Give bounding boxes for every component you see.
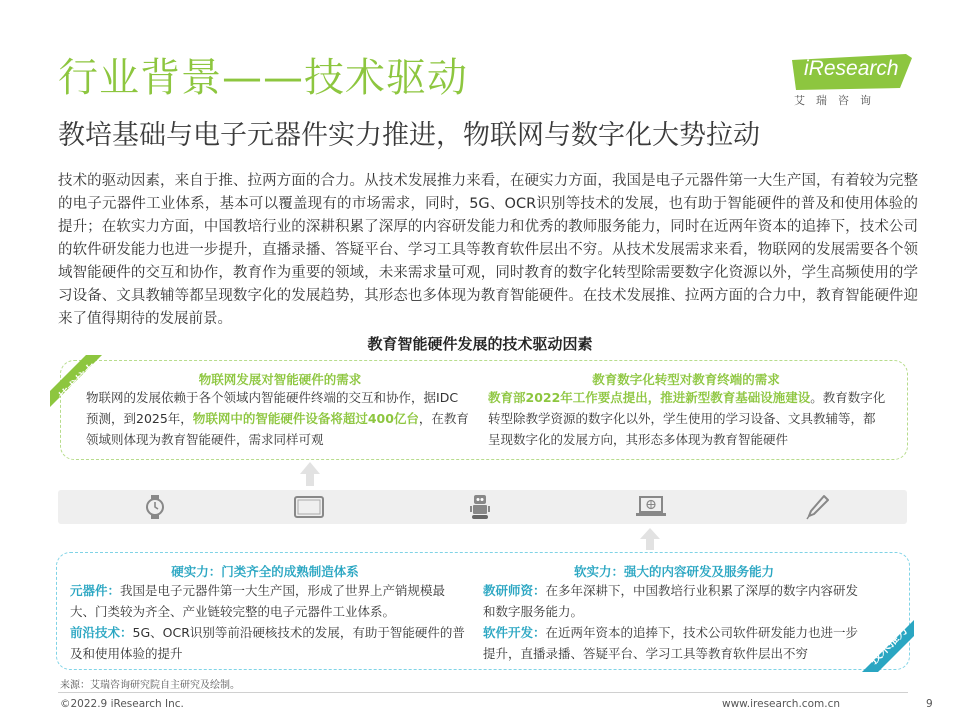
pull-right-highlight: 教育部2022年工作要点提出，推进新型教育基础设施建设 xyxy=(488,390,811,405)
laptop-icon xyxy=(636,496,666,518)
push-left-text xyxy=(70,580,468,664)
push-left-label-1: 元器件： xyxy=(70,583,121,598)
push-left-item-2 xyxy=(70,622,468,664)
page-number: 9 xyxy=(926,698,933,710)
arrow-up-icon xyxy=(298,460,322,488)
pull-left-text-a: 物联网的发展依赖于各个领域内智能硬件终端的交互和协作，据IDC预测，到2025年， xyxy=(86,390,459,426)
pull-right-heading: 教育数字化转型对教育终端的需求 xyxy=(592,372,780,387)
watch-icon xyxy=(144,495,166,519)
footer-divider xyxy=(58,692,908,693)
device-icons-bar xyxy=(58,490,907,524)
push-right-label-2: 软件开发： xyxy=(483,625,546,640)
source-note: 来源：艾瑞咨询研究院自主研究及绘制。 xyxy=(60,680,240,691)
pull-left-text-b: ，在教育领域则体现为教育智能硬件，需求同样可观 xyxy=(86,411,469,447)
website-link[interactable]: www.iresearch.com.cn xyxy=(721,698,840,710)
push-left-text-1: 我国是电子元器件第一大生产国，形成了世界上产销规模最大、门类较为齐全、产业链较完整的电子元器件工业体系。 xyxy=(70,583,446,619)
push-right-text-2: 在近两年资本的追捧下，技术公司软件研发能力也进一步提升，直播录播、答疑平台、学习工具等教育软件层出不穷 xyxy=(483,625,859,661)
iresearch-logo xyxy=(788,52,918,112)
push-left-item-1 xyxy=(70,580,468,622)
pen-icon xyxy=(806,494,830,520)
push-left-text-2: 5G、OCR识别等前沿硬核技术的发展，有助于智能硬件的普及和使用体验的提升 xyxy=(70,625,465,661)
push-right-text xyxy=(483,580,861,664)
push-right-text-1: 在多年深耕下，中国教培行业积累了深厚的数字内容研发和数字服务能力。 xyxy=(483,583,859,619)
push-right-label-1: 教研师资： xyxy=(483,583,546,598)
robot-icon xyxy=(468,493,492,521)
push-right-heading: 软实力：强大的内容研发及服务能力 xyxy=(573,564,774,579)
page-title: 行业背景——技术驱动 xyxy=(58,55,468,101)
pull-left-heading: 物联网发展对智能硬件的需求 xyxy=(198,372,362,387)
pull-right-text xyxy=(488,387,886,450)
push-left-label-2: 前沿技术： xyxy=(70,625,133,640)
arrow-up-icon xyxy=(638,526,662,552)
push-left-heading: 硬实力：门类齐全的成熟制造体系 xyxy=(171,564,359,579)
push-tag-label: 技术推力 xyxy=(866,622,911,667)
pull-left-text xyxy=(86,387,470,450)
push-right-item-1 xyxy=(483,580,861,622)
intro-paragraph: 技术的驱动因素，来自于推、拉两方面的合力。从技术发展推力来看，在硬实力方面，我国是电子元器件第一大生产国，有着较为完整的电子元器件工业体系，基本可以覆盖现有的市场需求，同时，5G、OCR识别等技术的发展，也有助于智能硬件的普及和使用体验的提升；在软实力方面，中国教培行业的深耕积累了深厚的内容研发能力和优秀的教师服务能力，同时在近两年资本的追捧下，技术公司的软件研发能力也进一步提升，直播录播、答疑平台、学习工具等教育软件层出不穷。从技术发展需求来看，物联网的发展需要各个领域智能硬件的交互和协作，教育作为重要的领域，未来需求量可观，同时教育的数字化转型除需要数字化资源以外，学生高频使用的学习设备、文具教辅等都呈现数字化的发展趋势，其形态也多体现为教育智能硬件。在技术发展推、拉两方面的合力中，教育智能硬件迎来了值得期待的发展前景。 xyxy=(58,173,918,327)
push-tag xyxy=(856,614,914,672)
push-right-item-2 xyxy=(483,622,861,664)
copyright: ©2022.9 iResearch Inc. xyxy=(60,698,184,710)
pull-tag-label: 技术拉力 xyxy=(56,359,101,404)
pull-right-text-body: 。教育数字化转型除教学资源的数字化以外，学生使用的学习设备、文具教辅等，都呈现数字化的发展方向，其形态多体现为教育智能硬件 xyxy=(488,390,886,447)
page-subtitle: 教培基础与电子元器件实力推进，物联网与数字化大势拉动 xyxy=(58,120,760,151)
pull-left-highlight: 物联网中的智能硬件设备将超过400亿台 xyxy=(192,411,419,426)
logo-sub: 艾瑞咨询 xyxy=(794,94,882,107)
tablet-icon xyxy=(294,496,324,518)
diagram-title: 教育智能硬件发展的技术驱动因素 xyxy=(367,335,593,353)
logo-brand: iResearch xyxy=(804,57,899,80)
